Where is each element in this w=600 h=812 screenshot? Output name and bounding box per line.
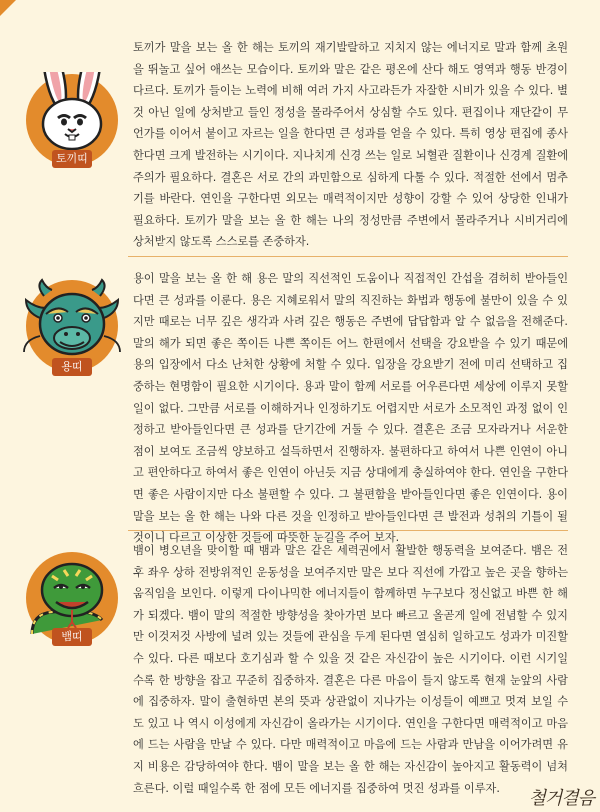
rabbit-section — [0, 0, 600, 255]
fortune-text: 용이 말을 보는 올 한 해 용은 말의 직선적인 도움이나 직접적인 간섭을 겸허히 받아들인다면 큰 성과를 이룬다. 용은 지혜로워서 말의 직진하는 화법과 행동에 불만이 있을 수 있지만 때로는 너무 깊은 생각과 사려 깊은 행동은 주변에 답답함과 알 수 없음을 전해준다. 말의 해가 되면 좋은 쪽이든 나쁜 쪽이든 어느 한편에서 선택을 강요받을 수 있기 때문에 용의 입장에서 다소 난처한 상황에 처할 수 있다. 입장을 강요받기 전에 미리 선택하고 집중하는 현명함이 필요한 시기이다. 용과 말이 함께 서로를 어우른다면 세상에 이루지 못할 일이 없다. 그만큼 서로를 이해하거나 인정하기도 어렵지만 서로가 소모적인 과정 없이 인정하고 받아들인다면 큰 성과를 단기간에 거둘 수 있다. 결혼은 조금 모자라거나 서운한 점이 보여도 조금씩 양보하고 설득하면서 진행하자. 불편하다고 하여서 나쁜 인연이 아니고 편안하다고 하여서 좋은 인연이 아닌듯 지금 상대에게 충실하여야 한다. 연인을 구한다면 좋은 사람이지만 다소 불편할 수 있다. 그 불편함을 받아들인다면 좋은 인연이다. 용이 말을 보는 올 한 해는 나와 다른 것을 인정하고 받아들인다면 큰 발전과 성취의 기틀이 될 것이니 다르고 이상한 것들에 따뜻한 눈길을 주어 보자. — [133, 272, 568, 545]
section-divider — [128, 256, 568, 257]
snake-section — [0, 532, 600, 812]
dragon-illustration — [22, 278, 122, 398]
author-signature: 철거결음 — [528, 788, 594, 809]
fortune-text: 뱀이 병오년을 맞이할 때 뱀과 말은 같은 세력권에서 활발한 행동력을 보여준다. 뱀은 전후 좌우 상하 전방위적인 운동성을 보여주지만 말은 보다 직선에 가깝고 높은 곳을 향하는 움직임을 보인다. 이렇게 다이나믹한 에너지들이 함께하면 누구보다 정신없고 바쁜 한 해가 되겠다. 뱀이 말의 적절한 방향성을 찾아가면 보다 빠르고 올곧게 일에 전념할 수 있지만 이것저것 사방에 널려 있는 것들에 관심을 두게 된다면 열심히 일하고도 성과가 미진할 수 있다. 다른 때보다 호기심과 할 수 있을 것 같은 자신감이 높은 시기이다. 이런 시기일수록 한 방향을 잡고 꾸준히 집중하자. 결혼은 다른 마음이 들지 않도록 현재 눈앞의 사람에 집중하자. 말이 출현하면 본의 뜻과 상관없이 지나가는 이성들이 예쁘고 멋져 보일 수도 있고 나 역시 이성에게 자신감이 올라가는 시기이다. 연인을 구한다면 매력적이고 마음에 드는 사람을 만날 수 있다. 다만 매력적이고 마음에 드는 사람과 만남을 이어가려면 유지 비용은 감당하여야 한다. 뱀이 말을 보는 올 한 해는 자신감이 높아지고 활동력이 넘쳐흐른다. 이럴 때일수록 한 점에 모든 에너지를 집중하여 멋진 성과를 이루자. — [133, 544, 568, 795]
rabbit-icon — [22, 72, 122, 192]
dragon-section — [0, 258, 600, 545]
section-divider — [128, 530, 568, 531]
dragon-icon — [22, 278, 122, 398]
rabbit-illustration — [22, 72, 122, 192]
fortune-text: 토끼가 말을 보는 올 한 해는 토끼의 재기발랄하고 지치지 않는 에너지로 말과 함께 초원을 뛰놀고 싶어 애쓰는 모습이다. 토끼와 말은 같은 평온에 산다 해도 영역과 행동 반경이 다르다. 토끼가 들이는 노력에 비해 여러 가지 사고라든가 자잘한 시비가 있을 수 있다. 별것 아닌 일에 상처받고 들인 정성을 몰라주어서 상심할 수도 있다. 편집이나 재단같이 무언가를 이어서 붙이고 자르는 일을 한다면 큰 성과를 얻을 수 있다. 특히 영상 편집에 종사한다면 크게 발전하는 시기이다. 지나치게 신경 쓰는 일로 뇌혈관 질환이나 신경계 질환에 주의가 필요하다. 결혼은 서로 간의 과민함으로 심하게 다툴 수 있다. 적절한 선에서 멈추기를 바란다. 연인을 구한다면 외모는 매력적이지만 성향이 강할 수 있어 상당한 인내가 필요하다. 토끼가 말을 보는 올 한 해는 나의 정성만큼 주변에서 몰라주거나 시비거리에 상처받지 않도록 스스로를 존중하자. — [133, 41, 568, 249]
zodiac-label: 용띠 — [52, 358, 92, 376]
zodiac-label: 뱀띠 — [52, 628, 92, 646]
zodiac-label: 토끼띠 — [52, 150, 92, 168]
snake-illustration — [22, 550, 122, 670]
snake-icon — [22, 550, 122, 670]
